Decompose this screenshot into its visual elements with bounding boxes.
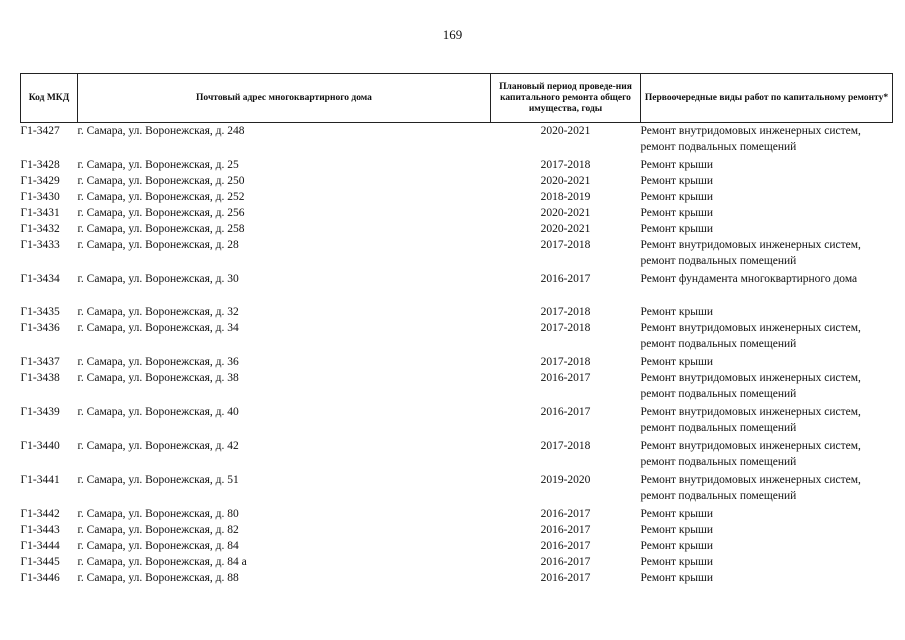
- table-row: [21, 157, 893, 173]
- table-row: [21, 354, 893, 370]
- cell-period: 2017-2018: [540, 322, 591, 334]
- cell-period: 2020-2021: [540, 125, 591, 137]
- cell-address: г. Самара, ул. Воронежская, д. 82: [77, 524, 239, 536]
- table-row: [21, 205, 893, 221]
- cell-address: г. Самара, ул. Воронежская, д. 258: [77, 223, 245, 235]
- cell-works: Ремонт крыши: [640, 556, 714, 568]
- cell-works: Ремонт внутридомовых инженерных систем, ремонт подвальных помещений: [640, 239, 861, 267]
- cell-address: г. Самара, ул. Воронежская, д. 250: [77, 175, 245, 187]
- cell-period: 2016-2017: [540, 372, 591, 384]
- cell-works: Ремонт крыши: [640, 207, 714, 219]
- cell-code: Г1-3434: [20, 273, 60, 285]
- table-body: [21, 123, 893, 587]
- cell-works: Ремонт фундамента многоквартирного дома: [640, 273, 858, 285]
- header-period: Плановый период проведе-ния капитального ремонта общего имущества, годы: [491, 74, 641, 123]
- cell-code: Г1-3436: [20, 322, 60, 334]
- cell-code: Г1-3433: [20, 239, 60, 251]
- cell-code: Г1-3431: [20, 207, 60, 219]
- header-code: Код МКД: [21, 74, 78, 123]
- cell-period: 2019-2020: [540, 474, 591, 486]
- cell-works: Ремонт крыши: [640, 191, 714, 203]
- cell-works: Ремонт внутридомовых инженерных систем, ремонт подвальных помещений: [640, 125, 861, 153]
- cell-code: Г1-3442: [20, 508, 60, 520]
- cell-address: г. Самара, ул. Воронежская, д. 252: [77, 191, 245, 203]
- table-row: [21, 570, 893, 586]
- table-row: [21, 320, 893, 354]
- cell-period: 2016-2017: [540, 556, 591, 568]
- table-row: [21, 221, 893, 237]
- mkd-table: [20, 73, 893, 586]
- cell-code: Г1-3427: [20, 125, 60, 137]
- cell-address: г. Самара, ул. Воронежская, д. 28: [77, 239, 239, 251]
- cell-works: Ремонт крыши: [640, 175, 714, 187]
- cell-address: г. Самара, ул. Воронежская, д. 34: [77, 322, 239, 334]
- cell-period: 2016-2017: [540, 508, 591, 520]
- table-row: [21, 189, 893, 205]
- cell-code: Г1-3437: [20, 356, 60, 368]
- cell-period: 2017-2018: [540, 306, 591, 318]
- cell-address: г. Самара, ул. Воронежская, д. 25: [77, 159, 239, 171]
- cell-address: г. Самара, ул. Воронежская, д. 42: [77, 440, 239, 452]
- cell-address: г. Самара, ул. Воронежская, д. 80: [77, 508, 239, 520]
- cell-works: Ремонт внутридомовых инженерных систем, ремонт подвальных помещений: [640, 474, 861, 502]
- table-row: [21, 438, 893, 472]
- header-works: Первоочередные виды работ по капитальному ремонту*: [641, 74, 893, 123]
- cell-address: г. Самара, ул. Воронежская, д. 40: [77, 406, 239, 418]
- cell-address: г. Самара, ул. Воронежская, д. 248: [77, 125, 245, 137]
- table-row: [21, 173, 893, 189]
- cell-code: Г1-3428: [20, 159, 60, 171]
- cell-period: 2016-2017: [540, 572, 591, 584]
- cell-address: г. Самара, ул. Воронежская, д. 84 а: [77, 556, 247, 568]
- cell-address: г. Самара, ул. Воронежская, д. 88: [77, 572, 239, 584]
- cell-works: Ремонт крыши: [640, 223, 714, 235]
- cell-works: Ремонт внутридомовых инженерных систем, ремонт подвальных помещений: [640, 322, 861, 350]
- cell-works: Ремонт крыши: [640, 356, 714, 368]
- cell-works: Ремонт крыши: [640, 524, 714, 536]
- cell-code: Г1-3445: [20, 556, 60, 568]
- cell-works: Ремонт крыши: [640, 540, 714, 552]
- cell-code: Г1-3444: [20, 540, 60, 552]
- cell-code: Г1-3439: [20, 406, 60, 418]
- cell-works: Ремонт крыши: [640, 159, 714, 171]
- table-row: [21, 554, 893, 570]
- cell-code: Г1-3435: [20, 306, 60, 318]
- table-row: [21, 271, 893, 304]
- cell-address: г. Самара, ул. Воронежская, д. 32: [77, 306, 239, 318]
- table-row: [21, 538, 893, 554]
- cell-period: 2020-2021: [540, 223, 591, 235]
- cell-code: Г1-3432: [20, 223, 60, 235]
- cell-period: 2020-2021: [540, 207, 591, 219]
- cell-code: Г1-3446: [20, 572, 60, 584]
- cell-works: Ремонт крыши: [640, 572, 714, 584]
- cell-code: Г1-3443: [20, 524, 60, 536]
- cell-period: 2017-2018: [540, 356, 591, 368]
- cell-works: Ремонт внутридомовых инженерных систем, ремонт подвальных помещений: [640, 406, 861, 434]
- cell-address: г. Самара, ул. Воронежская, д. 51: [77, 474, 239, 486]
- cell-period: 2020-2021: [540, 175, 591, 187]
- table-row: [21, 506, 893, 522]
- cell-address: г. Самара, ул. Воронежская, д. 256: [77, 207, 245, 219]
- cell-period: 2018-2019: [540, 191, 591, 203]
- cell-code: Г1-3440: [20, 440, 60, 452]
- table-header-row: [21, 74, 893, 123]
- page-number: 169: [442, 27, 463, 42]
- table-row: [21, 304, 893, 320]
- cell-period: 2017-2018: [540, 440, 591, 452]
- table-row: [21, 404, 893, 438]
- cell-period: 2016-2017: [540, 406, 591, 418]
- cell-works: Ремонт крыши: [640, 306, 714, 318]
- cell-period: 2016-2017: [540, 524, 591, 536]
- cell-works: Ремонт внутридомовых инженерных систем, ремонт подвальных помещений: [640, 440, 861, 468]
- header-address: Почтовый адрес многоквартирного дома: [78, 74, 491, 123]
- cell-period: 2016-2017: [540, 273, 591, 285]
- cell-address: г. Самара, ул. Воронежская, д. 38: [77, 372, 239, 384]
- table-row: [21, 522, 893, 538]
- table-row: [21, 472, 893, 506]
- cell-period: 2016-2017: [540, 540, 591, 552]
- cell-works: Ремонт крыши: [640, 508, 714, 520]
- cell-code: Г1-3441: [20, 474, 60, 486]
- cell-code: Г1-3430: [20, 191, 60, 203]
- cell-address: г. Самара, ул. Воронежская, д. 36: [77, 356, 239, 368]
- cell-works: Ремонт внутридомовых инженерных систем, ремонт подвальных помещений: [640, 372, 861, 400]
- table-row: [21, 370, 893, 404]
- table-row: [21, 237, 893, 271]
- cell-period: 2017-2018: [540, 159, 591, 171]
- cell-code: Г1-3429: [20, 175, 60, 187]
- table-row: [21, 123, 893, 158]
- cell-address: г. Самара, ул. Воронежская, д. 84: [77, 540, 239, 552]
- cell-period: 2017-2018: [540, 239, 591, 251]
- cell-code: Г1-3438: [20, 372, 60, 384]
- cell-address: г. Самара, ул. Воронежская, д. 30: [77, 273, 239, 285]
